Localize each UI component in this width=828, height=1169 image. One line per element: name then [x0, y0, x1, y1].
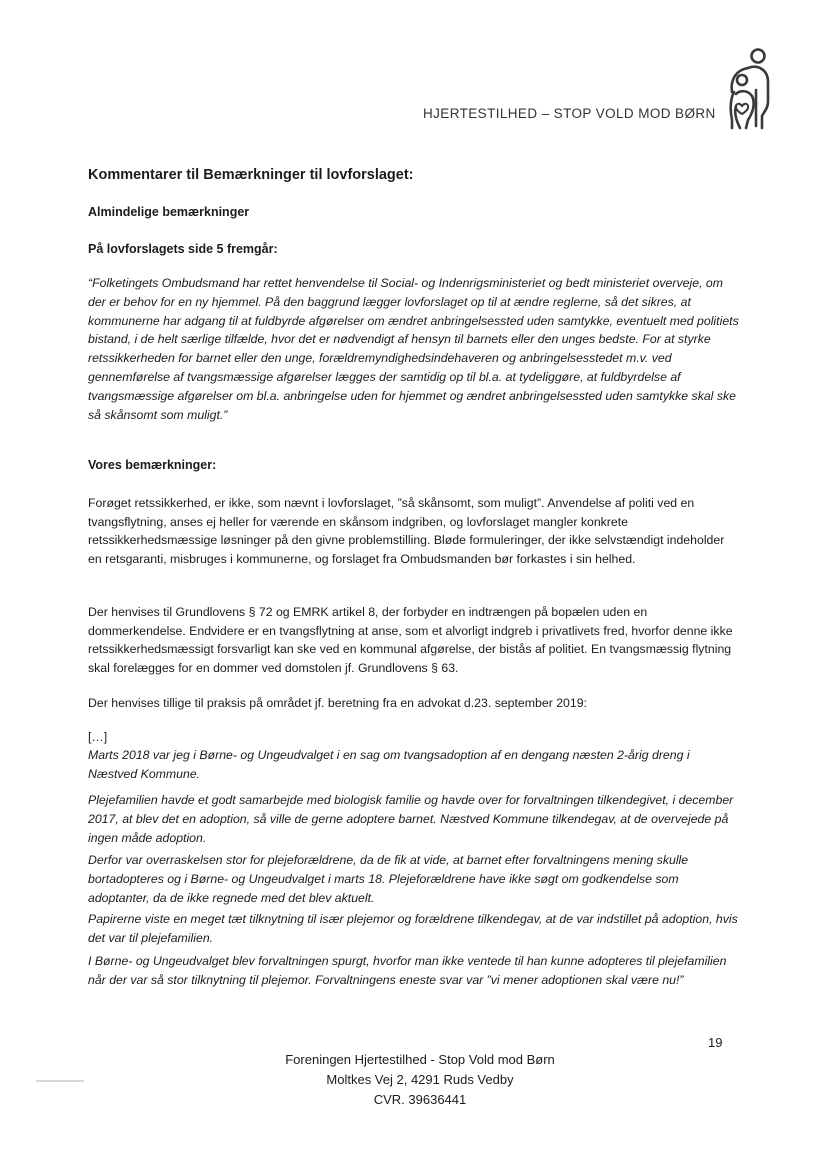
footer — [250, 1050, 590, 1110]
remarks-paragraph-1: Forøget retssikkerhed, er ikke, som nævnt i lovforslaget, ”så skånsomt, som muligt”. Anvendelse af politi ved en tvangsflytning, anses ej heller for værende en skånsom indgriben, og lovforslaget mangler konkrete retssikkerhedsmæssige løsninger på den givne problemstilling. Bløde formuleringer, der ikke selvstændigt indeholder en retsgaranti, misbruges i kommunerne, og forslaget fra Ombudsmanden bør forkastes i sin helhed. — [88, 496, 725, 566]
scan-artifact — [36, 1080, 84, 1082]
footer-address: Moltkes Vej 2, 4291 Ruds Vedby — [326, 1072, 514, 1087]
remarks-paragraph-2: Der henvises til Grundlovens § 72 og EMRK artikel 8, der forbyder en indtrængen på bopælen uden en dommerkendelse. Endvidere er en tvangsflytning at anse, som et alvorligt indgreb i privatlivets fred, hvorfor denne ikke retssikkerhedsmæssigt forsvarligt kan ske ved en kommunal afgørelse, der bistås af politiet. En tvangsmæssig flytning skal forelægges for en dommer ved domstolen jf. Grundlovens § 63. — [88, 605, 733, 675]
testimony-paragraph-4: Papirerne viste en meget tæt tilknytning til især plejemor og forældrene tilkendegav, at de var indstillet på adoption, hvis det var til plejefamilien. — [88, 912, 738, 945]
remarks-paragraph-3: Der henvises tillige til praksis på området jf. beretning fra en advokat d.23. september 2019: — [88, 696, 587, 710]
header-organization-title: HJERTESTILHED – STOP VOLD MOD BØRN — [423, 106, 716, 121]
footer-cvr: CVR. 39636441 — [373, 1092, 467, 1107]
ellipsis-marker: […] — [88, 730, 108, 744]
testimony-paragraph-2: Plejefamilien havde et godt samarbejde med biologisk familie og havde over for forvaltningen tilkendegivet, i december 2017, at blev det en adoption, så ville de gerne adoptere barnet. Næstved Kommune tilkendegav, at de overvejede på ingen måde adoption. — [88, 793, 734, 845]
law-quote: “Folketingets Ombudsmand har rettet henvendelse til Social- og Indenrigsministeriet og bedt ministeriet overveje, om der er behov for en ny hjemmel. På den baggrund lægger lovforslaget op til at ændre reglerne, så det sikres, at kommunerne har adgang til at fuldbyrde afgørelser om ændret anbringelsessted uden samtykke, eventuelt med politiets bistand, i de helt særlige tilfælde, hvor det er nødvendigt af hensyn til barnets eller den unges bedste. For at styrke retssikkerheden for barnet eller den unge, forældremyndighedsindehaveren og anbringelsesstedet m.v. ved gennemførelse af tvangsmæssige afgørelser lægges der samtidig op til bl.a. at tydeliggøre, at fuldbyrdelse af tvangsmæssige afgørelser om bl.a. anbringelse uden for hjemmet og ændret anbringelsessted uden samtykke skal ske så skånsomt som muligt.” — [88, 276, 739, 422]
family-heart-icon — [722, 46, 774, 132]
footer-organization: Foreningen Hjertestilhed - Stop Vold mod Børn — [285, 1052, 555, 1067]
page-number: 19 — [708, 1035, 723, 1050]
subheading-page-reference: På lovforslagets side 5 fremgår: — [88, 242, 278, 256]
main-heading: Kommentarer til Bemærkninger til lovforslaget: — [88, 167, 414, 183]
testimony-paragraph-5: I Børne- og Ungeudvalget blev forvaltningen spurgt, hvorfor man ikke ventede til han kunne adopteres til plejefamilien når der var så stor tilknytning til plejemor. Forvaltningens eneste svar var ”vi mener adoptionen skal være nu!” — [88, 954, 727, 987]
subheading-general: Almindelige bemærkninger — [88, 205, 250, 219]
testimony-paragraph-3: Derfor var overraskelsen stor for plejeforældrene, da de fik at vide, at barnet efter forvaltningens mening skulle bortadopteres og i Børne- og Ungeudvalget i marts 18. Plejeforældrene have ikke søgt om godkendelse som adoptanter, da de ikke regnede med det blev aktuelt. — [88, 853, 689, 905]
subheading-our-remarks: Vores bemærkninger: — [88, 458, 217, 472]
testimony-paragraph-1: Marts 2018 var jeg i Børne- og Ungeudvalget i en sag om tvangsadoption af en dengang næsten 2-årig dreng i Næstved Kommune. — [88, 748, 690, 781]
